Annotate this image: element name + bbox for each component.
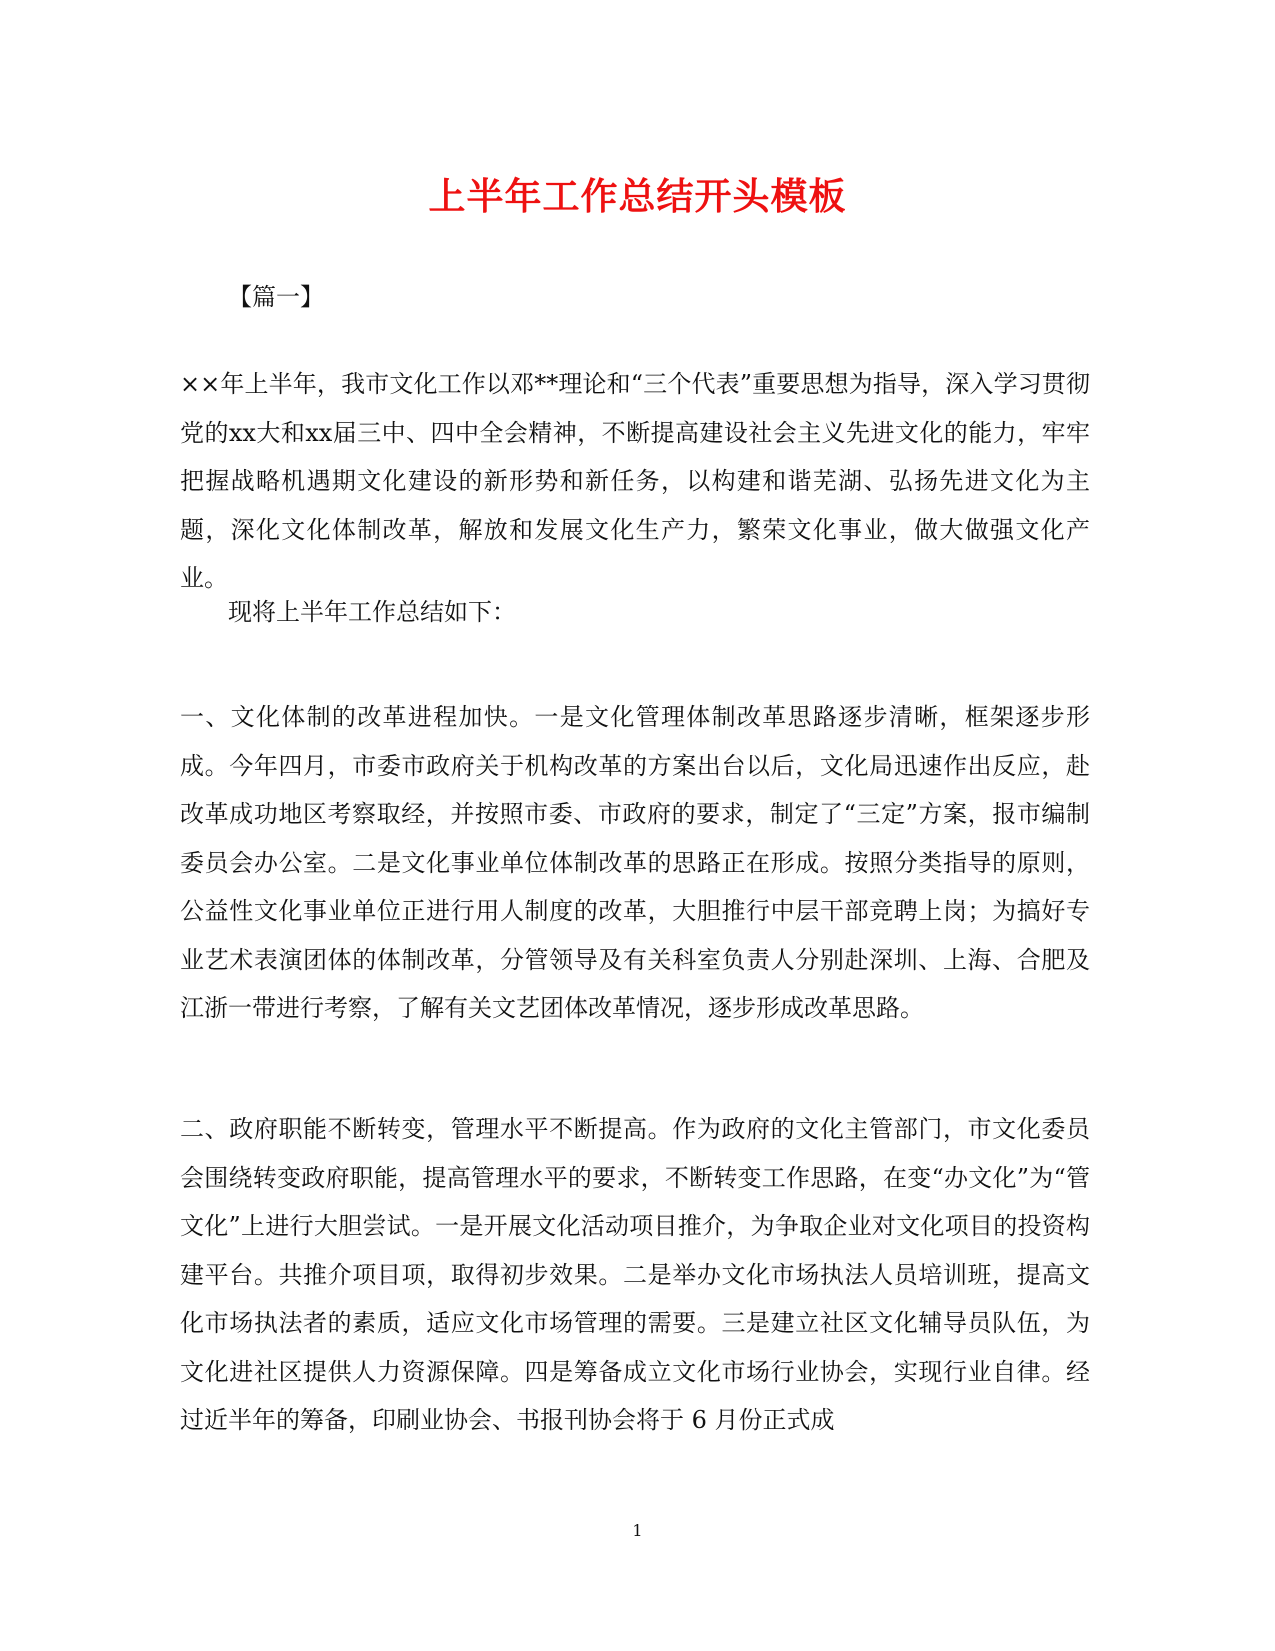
page-number: 1 (632, 1521, 643, 1540)
paragraph-summary-lead: 现将上半年工作总结如下： (228, 598, 516, 626)
paragraph-section-two: 二、政府职能不断转变，管理水平不断提高。作为政府的文化主管部门，市文化委员会围绕转变政府职能，提高管理水平的要求，不断转变工作思路，在变“办文化”为“管文化”上进行大胆尝试。一是开展文化活动项目推介，为争取企业对文化项目的投资构建平台。共推介项目项，取得初步效果。二是举办文化市场执法人员培训班，提高文化市场执法者的素质，适应文化市场管理的需要。三是建立社区文化辅导员队伍，为文化进社区提供人力资源保障。四是筹备成立文化市场行业协会，实现行业自律。经过近半年的筹备，印刷业协会、书报刊协会将于 6 月份正式成 (180, 1115, 1090, 1434)
document-title: 上半年工作总结开头模板 (428, 174, 847, 218)
section-label: 【篇一】 (228, 283, 324, 311)
paragraph-intro: ××年上半年，我市文化工作以邓**理论和“三个代表”重要思想为指导，深入学习贯彻党的xx大和xx届三中、四中全会精神，不断提高建设社会主义先进文化的能力，牢牢把握战略机遇期文化建设的新形势和新任务，以构建和谐芜湖、弘扬先进文化为主题，深化文化体制改革，解放和发展文化生产力，繁荣文化事业，做大做强文化产业。 (180, 370, 1090, 592)
paragraph-section-one: 一、文化体制的改革进程加快。一是文化管理体制改革思路逐步清晰，框架逐步形成。今年四月，市委市政府关于机构改革的方案出台以后，文化局迅速作出反应，赴改革成功地区考察取经，并按照市委、市政府的要求，制定了“三定”方案，报市编制委员会办公室。二是文化事业单位体制改革的思路正在形成。按照分类指导的原则，公益性文化事业单位正进行用人制度的改革，大胆推行中层干部竞聘上岗；为搞好专业艺术表演团体的体制改革，分管领导及有关科室负责人分别赴深圳、上海、合肥及江浙一带进行考察，了解有关文艺团体改革情况，逐步形成改革思路。 (180, 703, 1090, 1022)
